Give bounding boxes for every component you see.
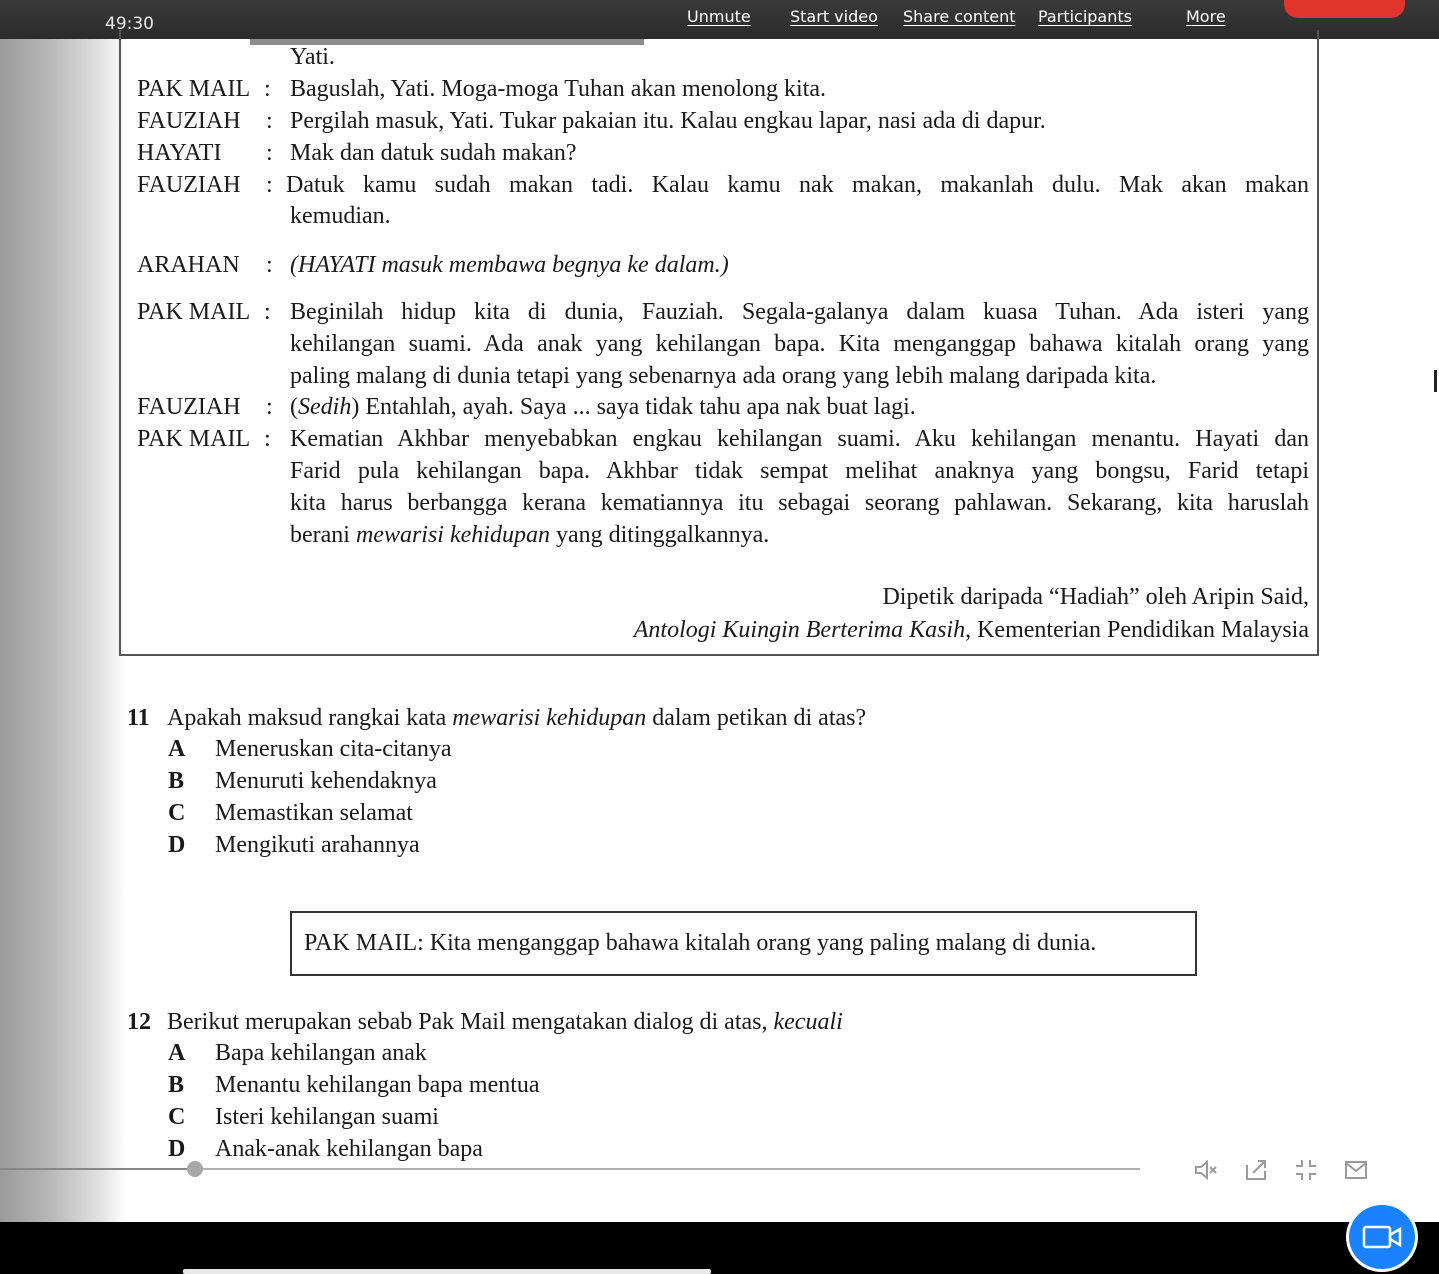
option-letter: C bbox=[168, 800, 186, 826]
colon: : bbox=[266, 394, 273, 420]
dialogue-text: kita harus berbangga kerana kematiannya itu sebagai seorang pahlawan. Sekarang, kita haruslah bbox=[290, 490, 1309, 516]
source-line-1: Dipetik daripada “Hadiah” oleh Aripin Said, bbox=[882, 584, 1309, 610]
bottom-bar bbox=[0, 1222, 1439, 1274]
camera-button[interactable] bbox=[1346, 1202, 1418, 1272]
dialogue-rest: yang ditinggalkannya. bbox=[555, 522, 770, 548]
dialogue-text: Mak dan datuk sudah makan? bbox=[290, 140, 577, 166]
speaker-label: FAUZIAH bbox=[137, 108, 241, 134]
quote-text: PAK MAIL: Kita menganggap bahawa kitalah orang yang paling malang di dunia. bbox=[304, 930, 1097, 956]
dialogue-text: Pergilah masuk, Yati. Tukar pakaian itu. Kalau engkau lapar, nasi ada di dapur. bbox=[290, 108, 1046, 134]
dialogue-text: Farid pula kehilangan bapa. Akhbar tidak sempat melihat anaknya yang bongsu, Farid tetapi bbox=[290, 458, 1309, 484]
dialogue-text: Baguslah, Yati. Moga-moga Tuhan akan menolong kita. bbox=[290, 76, 826, 102]
anthology-title: Antologi Kuingin Berterima Kasih bbox=[633, 617, 966, 643]
video-camera-icon bbox=[1349, 1205, 1415, 1269]
speaker-label: PAK MAIL bbox=[137, 299, 251, 325]
dialogue-text: Beginilah hidup kita di dunia, Fauziah. Segala-galanya dalam kuasa Tuhan. Ada isteri yang bbox=[290, 299, 1309, 325]
option-letter: A bbox=[168, 1040, 186, 1066]
dialogue-rest: ) Entahlah, ayah. Saya ... saya tidak tahu apa nak buat lagi. bbox=[351, 394, 916, 420]
question-part: dalam petikan di atas? bbox=[652, 705, 867, 731]
mail-icon[interactable] bbox=[1343, 1157, 1369, 1183]
share-content-button[interactable]: Share content bbox=[903, 7, 1016, 26]
seek-handle[interactable] bbox=[187, 1161, 203, 1177]
dialogue-word: berani bbox=[290, 522, 350, 548]
option-letter: B bbox=[168, 1072, 185, 1098]
option-text: Memastikan selamat bbox=[215, 800, 413, 826]
publisher: , Kementerian Pendidikan Malaysia bbox=[965, 617, 1309, 643]
option-letter: D bbox=[168, 1136, 186, 1162]
meeting-timer: 49:30 bbox=[105, 14, 154, 34]
question-part: Berikut merupakan sebab Pak Mail mengatakan dialog di atas, bbox=[167, 1009, 768, 1035]
option-letter: B bbox=[168, 768, 185, 794]
colon: : bbox=[264, 426, 271, 452]
option-text: Isteri kehilangan suami bbox=[215, 1104, 439, 1130]
left-shadow-edge bbox=[0, 39, 126, 1222]
dialogue-text: kemudian. bbox=[290, 203, 391, 229]
more-button[interactable]: More bbox=[1186, 7, 1226, 26]
colon: : bbox=[264, 76, 271, 102]
unmute-button[interactable]: Unmute bbox=[687, 7, 751, 26]
question-part: Apakah maksud rangkai kata bbox=[167, 705, 447, 731]
bottom-strip bbox=[183, 1269, 711, 1274]
speaker-label: ARAHAN bbox=[137, 252, 240, 278]
question-number: 12 bbox=[127, 1009, 151, 1035]
mute-icon[interactable] bbox=[1193, 1157, 1219, 1183]
leave-button[interactable] bbox=[1284, 0, 1405, 18]
collapse-icon[interactable] bbox=[1293, 1157, 1319, 1183]
source-line-2 bbox=[634, 615, 1309, 645]
dialogue-text: Datuk kamu sudah makan tadi. Kalau kamu nak makan, makanlah dulu. Mak akan makan bbox=[286, 172, 1309, 198]
option-letter: C bbox=[168, 1104, 186, 1130]
colon: : bbox=[266, 108, 273, 134]
emotion-word: Sedih bbox=[298, 394, 352, 420]
text-cursor-mark bbox=[1434, 370, 1437, 392]
option-text: Menantu kehilangan bapa mentua bbox=[215, 1072, 540, 1098]
start-video-button[interactable]: Start video bbox=[790, 7, 878, 26]
question-italic: mewarisi kehidupan bbox=[452, 705, 647, 731]
option-text: Meneruskan cita-citanya bbox=[215, 736, 452, 762]
option-text: Menuruti kehendaknya bbox=[215, 768, 437, 794]
dialogue-text bbox=[290, 392, 916, 422]
option-letter: A bbox=[168, 736, 186, 762]
option-text: Anak-anak kehilangan bapa bbox=[215, 1136, 483, 1162]
question-text bbox=[167, 1007, 843, 1037]
colon: : bbox=[266, 252, 273, 278]
option-text: Bapa kehilangan anak bbox=[215, 1040, 427, 1066]
option-letter: D bbox=[168, 832, 186, 858]
option-text: Mengikuti arahannya bbox=[215, 832, 420, 858]
share-out-icon[interactable] bbox=[1243, 1157, 1269, 1183]
speaker-label: PAK MAIL bbox=[137, 426, 251, 452]
dialogue-text: paling malang di dunia tetapi yang sebenarnya ada orang yang lebih malang daripada kita. bbox=[290, 363, 1157, 389]
speaker-label: FAUZIAH bbox=[137, 394, 241, 420]
participants-button[interactable]: Participants bbox=[1038, 7, 1132, 26]
colon: : bbox=[266, 140, 273, 166]
highlighted-phrase: mewarisi kehidupan bbox=[355, 522, 550, 548]
paren: ( bbox=[290, 394, 298, 420]
dialogue-text bbox=[290, 520, 769, 550]
question-text bbox=[167, 703, 866, 733]
seek-progress bbox=[0, 1168, 195, 1170]
question-number: 11 bbox=[127, 705, 150, 731]
dialogue-text: Kematian Akhbar menyebabkan engkau kehilangan suami. Aku kehilangan menantu. Hayati dan bbox=[290, 426, 1309, 452]
stage-direction: (HAYATI masuk membawa begnya ke dalam.) bbox=[290, 252, 729, 278]
question-italic: kecuali bbox=[773, 1009, 843, 1035]
colon: : bbox=[264, 299, 271, 325]
excerpt-top-line: Yati. bbox=[290, 44, 335, 70]
leave-label bbox=[1314, 0, 1362, 1]
dialogue-text: kehilangan suami. Ada anak yang kehilangan bapa. Kita menganggap bahawa kitalah orang yang bbox=[290, 331, 1309, 357]
speaker-label: FAUZIAH bbox=[137, 172, 241, 198]
colon: : bbox=[266, 172, 273, 198]
speaker-label: HAYATI bbox=[137, 140, 222, 166]
speaker-label: PAK MAIL bbox=[137, 76, 251, 102]
quote-box bbox=[290, 911, 1197, 976]
